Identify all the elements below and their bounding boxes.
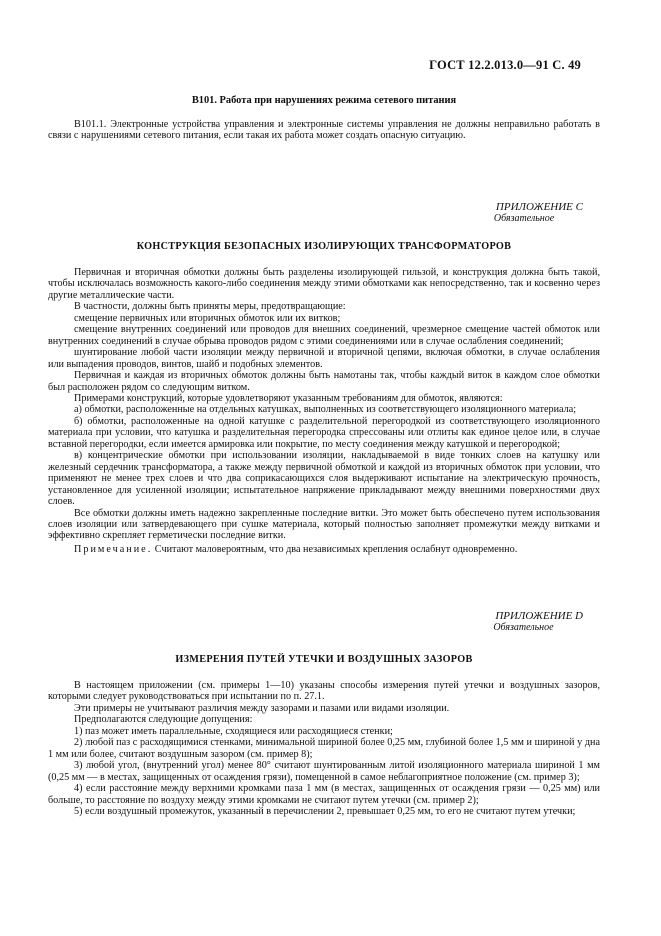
section-b101-body (48, 119, 600, 142)
paragraph: Все обмотки должны иметь надежно закрепленные последние витки. Это может быть обеспечено путем использования слоев изоляции или затвердевающего при сушке материала, который полностью заполняет промежутки между витками и эффективно скрепляет герметически последние витки. (48, 507, 600, 542)
paragraph: 3) любой угол, (внутренний угол) менее 80° считают шунтированным литой изоляционного материала шириной 1 мм (0,25 мм — в местах, защищенных от осаждения грязи), помещенной в самое неблагоприятное положение (см. пример 3); (48, 760, 600, 783)
paragraph: 5) если воздушный промежуток, указанный в перечислении 2, превышает 0,25 мм, то его не считают путем утечки; (74, 805, 576, 817)
paragraph: Примерами конструкций, которые удовлетворяют указанным требованиям для обмоток, являются: (74, 392, 503, 404)
paragraph: Первичная и вторичная обмотки должны быть разделены изолирующей гильзой, и конструкция должна быть такой, чтобы исключалась возможность какого-либо соединения между этими обмотками как непосредственно, так и косвенно через другие металлические части. (48, 267, 600, 301)
paragraph: Первичная и каждая из вторичных обмоток должны быть намотаны так, чтобы каждый виток в каждом слое обмотки был расположен рядом со следующим витком. (48, 370, 600, 393)
paragraph: Эти примеры не учитывают различия между зазорами и пазами или видами изоляции. (74, 702, 450, 714)
paragraph: б) обмотки, расположенные на одной катушке с разделительной перегородкой из соответствующего изоляционного материала при условии, что катушка и разделительная перегородка спрессованы или отлиты как единое целое или, в случае вставной перегородки, если имеется армировка или покрытие, по месту соединения между катушкой и перегородкой; (48, 415, 600, 450)
appendix-c-name: ПРИЛОЖЕНИЕ С (495, 201, 583, 213)
appendix-c-body (48, 267, 600, 555)
paragraph: В настоящем приложении (см. примеры 1—10) указаны способы измерения путей утечки и воздушных зазоров, которыми следует руководствоваться при испытании по п. 27.1. (48, 680, 600, 703)
paragraph: а) обмотки, расположенные на отдельных катушках, выполненных из соответствующего изоляционного материала; (74, 404, 577, 416)
page-header: ГОСТ 12.2.013.0—91 С. 49 (429, 58, 581, 72)
appendix-d-title: ИЗМЕРЕНИЯ ПУТЕЙ УТЕЧКИ И ВОЗДУШНЫХ ЗАЗОРОВ (175, 654, 473, 665)
paragraph: смещение внутренних соединений или проводов для внешних соединений, чрезмерное смещение частей обмоток или внутренних соединений в случае обрыва проводов рядом с этими соединениями или в случае ослабления соединений; (48, 324, 600, 347)
paragraph: 4) если расстояние между верхними кромками паза 1 мм (в местах, защищенных от осаждения грязи — 0,25 мм) или больше, то расстояние по воздуху между этими кромками не считают путем утечки (см. пример 2); (48, 783, 600, 806)
paragraph: смещение первичных или вторичных обмоток или их витков; (74, 312, 341, 324)
note (48, 544, 600, 555)
note-label: Примечание. (74, 543, 153, 555)
appendix-d-body (48, 680, 600, 817)
appendix-c-title: КОНСТРУКЦИЯ БЕЗОПАСНЫХ ИЗОЛИРУЮЩИХ ТРАНСФОРМАТОРОВ (136, 241, 512, 252)
note-text: Считают маловероятным, что два независимых крепления ослабнут одновременно. (152, 543, 518, 555)
appendix-d-name: ПРИЛОЖЕНИЕ D (495, 610, 583, 622)
paragraph: Предполагаются следующие допущения: (74, 714, 253, 726)
appendix-c-label (493, 201, 583, 225)
appendix-c-status: Обязательное (493, 213, 555, 224)
paragraph: В101.1. Электронные устройства управления и электронные системы управления не должны неправильно работать в связи с нарушениями сетевого питания, если такая их работа может создать опасную ситуацию. (48, 119, 600, 142)
paragraph: 2) любой паз с расходящимися стенками, минимальной шириной более 0,25 мм, глубиной более 1,5 мм и шириной у дна 1 мм или более, считают воздушным зазором (см. пример 8); (48, 737, 600, 760)
paragraph: В частности, должны быть приняты меры, предотвращающие: (74, 301, 346, 313)
paragraph: шунтирование любой части изоляции между первичной и вторичной цепями, включая обмотки, в случае ослабления или выпадения проводов, винтов, шайб и подобных элементов. (48, 347, 600, 370)
paragraph: 1) паз может иметь параллельные, сходящиеся или расходящиеся стенки; (74, 725, 393, 737)
section-b101-title: В101. Работа при нарушениях режима сетевого питания (191, 95, 457, 106)
paragraph: в) концентрические обмотки при использовании изоляции, накладываемой в виде тонких слоев на катушку или железный сердечник трансформатора, а также между первичной обмоткой и каждой из вторичных обмоток при условии, что применяют не менее трех слоев и что два соприкасающихся слоя выдерживают испытание на электрическую прочность, установленное для усиленной изоляции; испытательное напряжение прикладывают между внешними поверхностями двух слоев. (48, 450, 600, 508)
appendix-d-status: Обязательное (493, 622, 554, 633)
appendix-d-label (495, 610, 583, 634)
